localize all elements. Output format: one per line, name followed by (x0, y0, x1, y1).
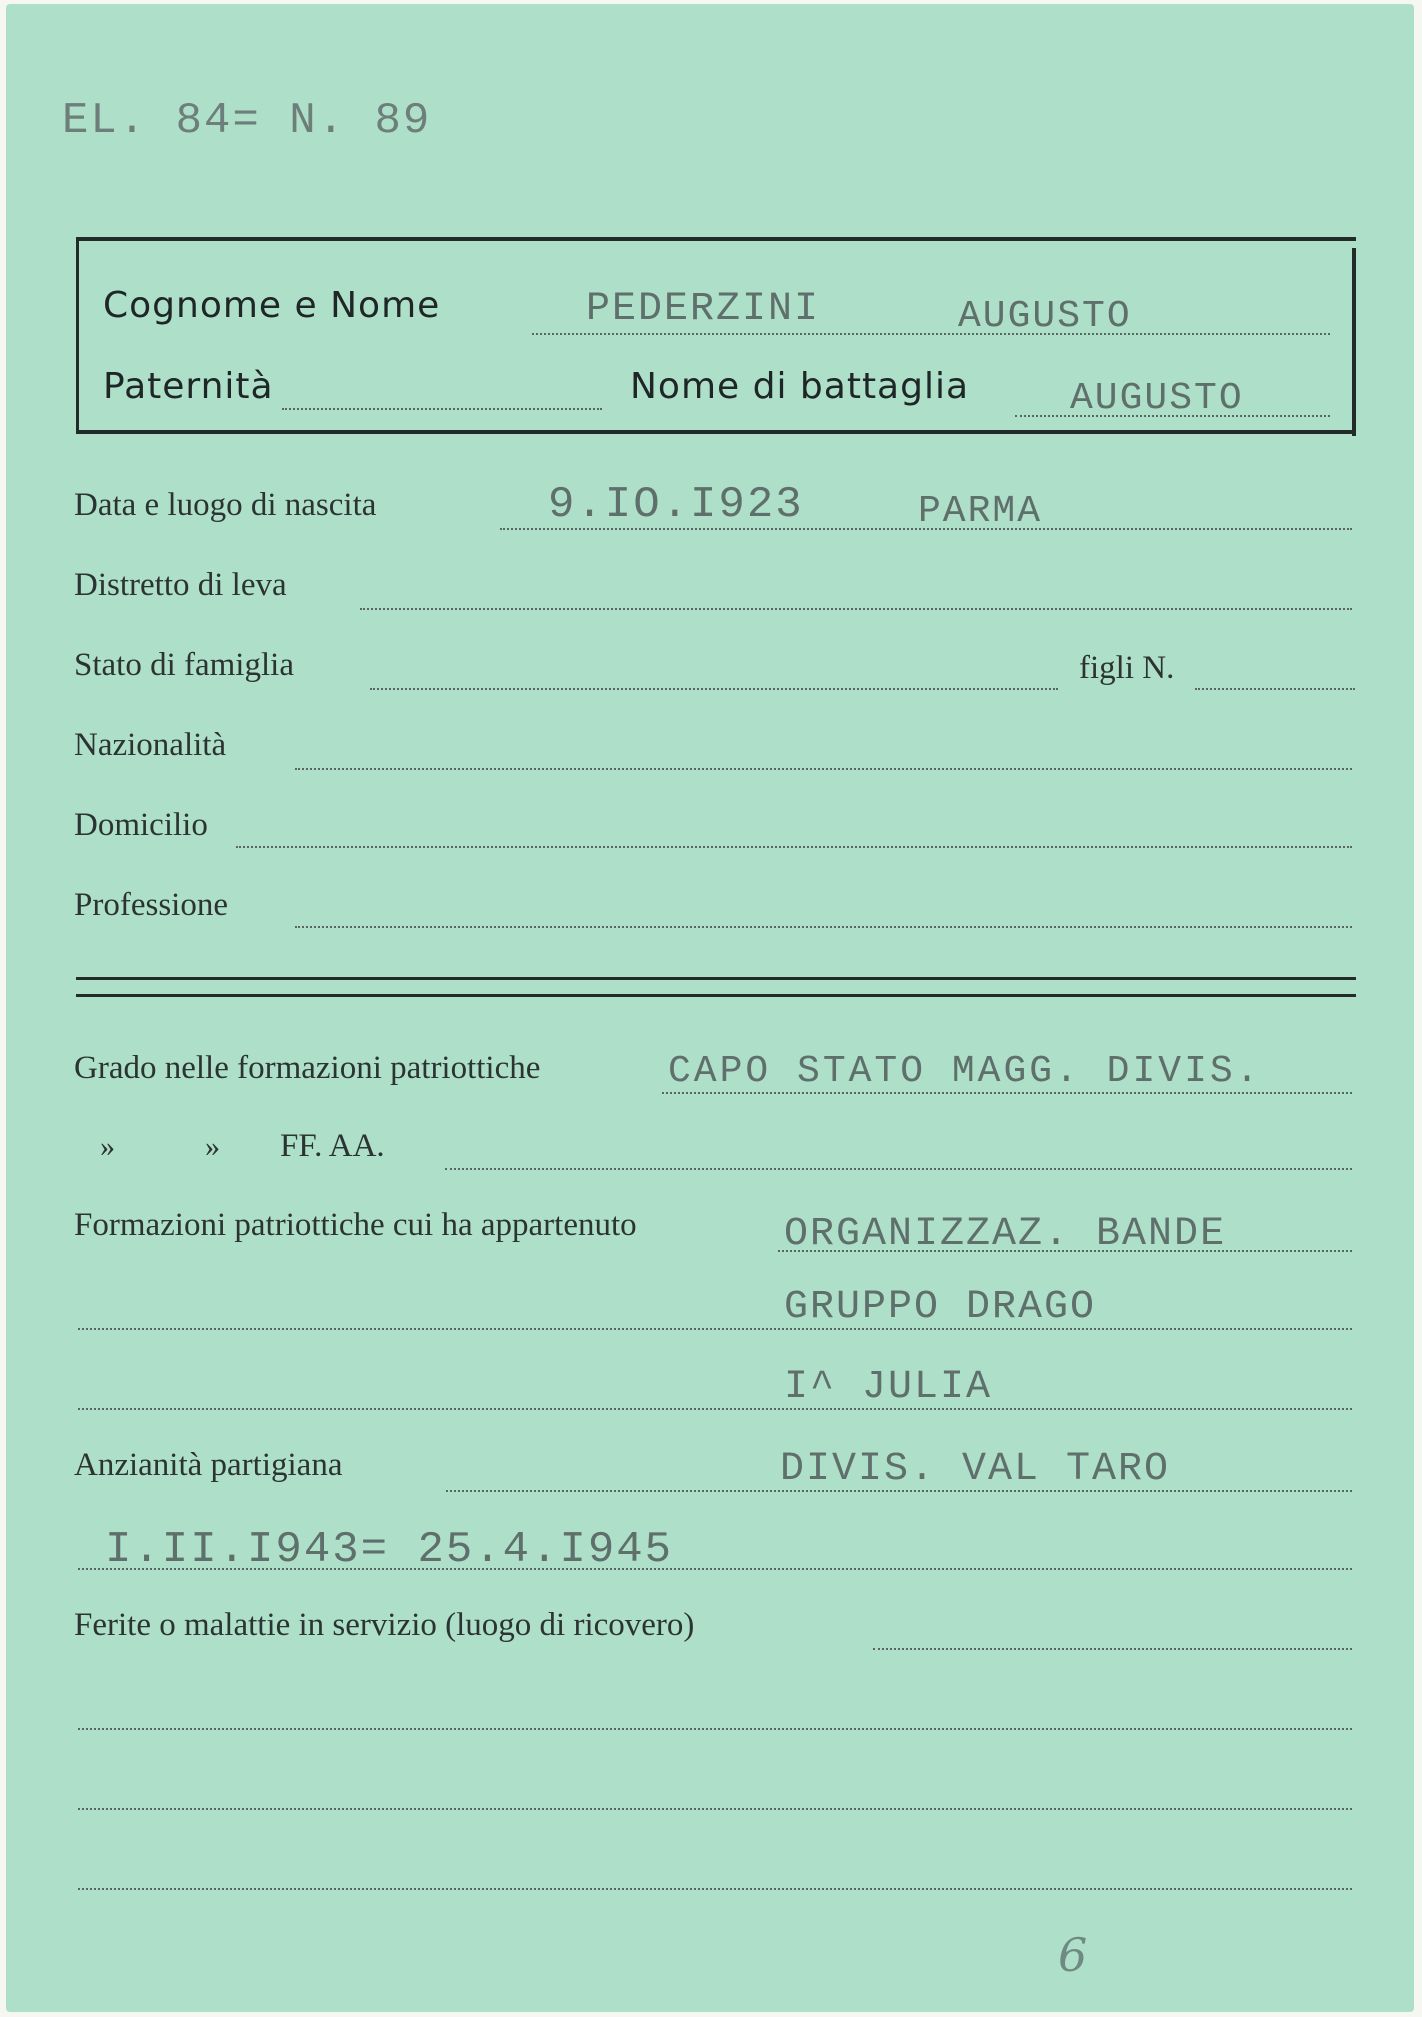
line-ff-aa (445, 1168, 1352, 1170)
ditto-mark-1: » (100, 1130, 115, 1163)
label-professione: Professione (74, 887, 228, 923)
line-nazionalita (295, 768, 1352, 770)
label-nazionalita: Nazionalità (74, 727, 227, 763)
value-formazioni-line4: DIVIS. VAL TARO (780, 1447, 1171, 1492)
value-formazioni-line2: GRUPPO DRAGO (784, 1285, 1097, 1330)
label-nome-battaglia: Nome di battaglia (630, 366, 970, 407)
value-luogo-nascita: PARMA (918, 490, 1043, 533)
value-formazioni-line1: ORGANIZZAZ. BANDE (784, 1212, 1227, 1257)
label-anzianita: Anzianità partigiana (74, 1447, 343, 1483)
line-figli (1195, 688, 1355, 690)
value-cognome: PEDERZINI (586, 287, 821, 332)
separator-line-2 (76, 994, 1356, 997)
label-grado-formazioni: Grado nelle formazioni patriottiche (74, 1050, 541, 1086)
box-left-border (76, 237, 79, 431)
line-ferite-4 (78, 1888, 1352, 1890)
box-top-border (76, 237, 1356, 241)
box-bottom-border (76, 430, 1356, 434)
line-ferite (873, 1648, 1352, 1650)
pencil-mark: 6 (1058, 1928, 1088, 1982)
value-nome: AUGUSTO (958, 295, 1132, 338)
separator-line-1 (76, 977, 1356, 980)
label-paternita: Paternità (103, 366, 274, 407)
reference-number: EL. 84= N. 89 (62, 96, 432, 146)
line-ferite-2 (78, 1728, 1352, 1730)
label-cognome-nome: Cognome e Nome (103, 285, 441, 326)
line-formazioni-2 (78, 1328, 1352, 1330)
line-cognome-nome (532, 333, 1330, 335)
value-formazioni-line3: I^ JULIA (784, 1365, 993, 1410)
box-right-border (1352, 248, 1356, 436)
label-figli: figli N. (1079, 650, 1175, 686)
line-formazioni-3 (78, 1408, 1352, 1410)
ditto-mark-2: » (205, 1130, 220, 1163)
label-stato-famiglia: Stato di famiglia (74, 647, 294, 683)
line-ferite-3 (78, 1808, 1352, 1810)
label-data-luogo-nascita: Data e luogo di nascita (74, 487, 377, 523)
label-formazioni-appartenuto: Formazioni patriottiche cui ha appartenuto (74, 1207, 637, 1243)
label-distretto-leva: Distretto di leva (74, 567, 287, 603)
line-professione (295, 926, 1352, 928)
label-ff-aa: FF. AA. (280, 1128, 385, 1164)
value-anzianita: I.II.I943= 25.4.I945 (105, 1525, 674, 1575)
label-domicilio: Domicilio (74, 807, 208, 843)
line-distretto-leva (360, 608, 1352, 610)
line-paternita (282, 408, 602, 410)
value-nome-battaglia: AUGUSTO (1070, 377, 1244, 420)
label-ferite: Ferite o malattie in servizio (luogo di ricovero) (74, 1607, 695, 1643)
value-grado-formazioni: CAPO STATO MAGG. DIVIS. (668, 1050, 1262, 1093)
line-domicilio (236, 846, 1352, 848)
value-data-nascita: 9.IO.I923 (548, 480, 804, 530)
line-stato-famiglia (370, 688, 1058, 690)
